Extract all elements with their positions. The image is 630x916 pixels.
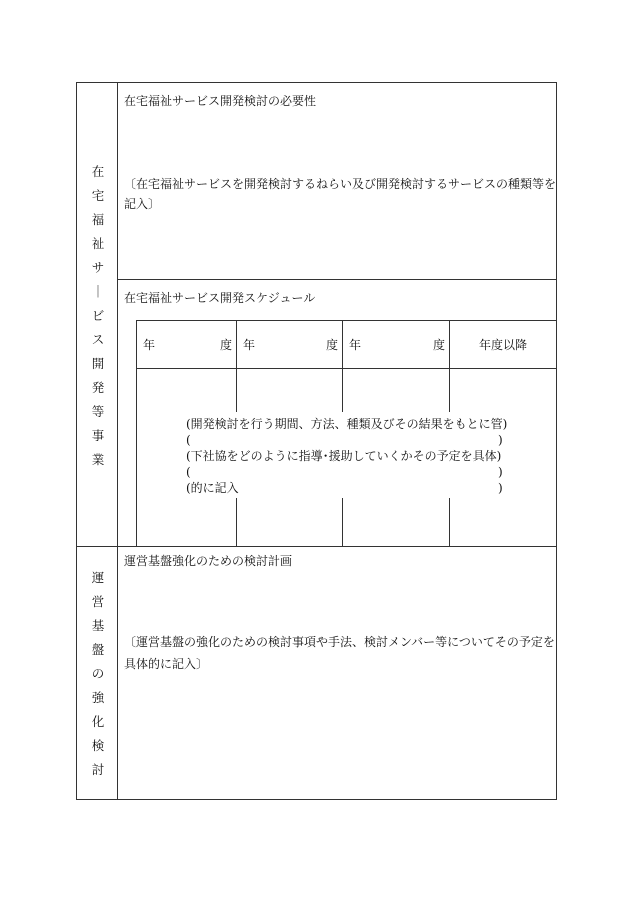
plan-title: 運営基盤強化のための検討計画 (124, 554, 293, 568)
label-char: 在 (91, 164, 105, 179)
schedule-col-divider (342, 498, 343, 546)
schedule-note-line: (開発検討を行う期間、方法、種類及びその結果をもとに管) (186, 417, 508, 431)
label-char: 化 (91, 714, 105, 729)
table-border-left (76, 82, 77, 800)
necessity-title: 在宅福祉サービス開発検討の必要性 (124, 94, 317, 108)
plan-note-cont: 具体的に記入〕 (124, 657, 209, 671)
schedule-header-year-3: 年 (349, 338, 362, 352)
schedule-header-degree-2: 度 (326, 338, 339, 352)
label-char: 盤 (91, 642, 105, 657)
schedule-col-divider (449, 498, 450, 546)
label-char: 事 (91, 428, 105, 443)
schedule-header-later: 年度以降 (478, 338, 527, 352)
necessity-note: 〔在宅福祉サービスを開発検討するねらい及び開発検討するサービスの種類等を (124, 177, 557, 191)
plan-note: 〔運営基盤の強化のための検討事項や手法、検討メンバー等についてその予定を (124, 635, 555, 649)
schedule-header-year-2: 年 (243, 338, 256, 352)
schedule-note-line: (下社協をどのように指導･援助していくかその予定を具体) (186, 449, 502, 463)
schedule-note-close: ) (498, 481, 503, 495)
label-char: 福 (91, 212, 105, 227)
schedule-header-divider (136, 368, 557, 369)
label-column-divider (117, 82, 118, 800)
schedule-col-divider (449, 320, 450, 412)
schedule-header-degree-3: 度 (433, 338, 446, 352)
label-char: 討 (91, 762, 105, 777)
schedule-header-year-1: 年 (143, 338, 156, 352)
table-border-bottom (76, 799, 557, 800)
schedule-table-top (136, 320, 557, 321)
schedule-note-line: ( (186, 433, 191, 447)
label-char: 等 (91, 404, 105, 419)
label-char: 強 (91, 690, 105, 705)
label-char: ビ (91, 308, 105, 323)
label-char: 祉 (91, 236, 105, 251)
schedule-note-line: (的に記入 (186, 481, 239, 495)
schedule-title: 在宅福祉サービス開発スケジュール (124, 291, 316, 305)
table-border-top (76, 82, 557, 83)
label-char: 宅 (91, 188, 105, 203)
label-char: 運 (91, 570, 105, 585)
label-char: ス (91, 332, 105, 347)
label-char: の (91, 666, 105, 681)
label-char: 業 (91, 452, 105, 467)
schedule-note-line: ( (186, 465, 191, 479)
label-char: 発 (91, 380, 105, 395)
schedule-col-divider (236, 320, 237, 412)
table-border-right (556, 82, 557, 800)
label-char: 営 (91, 594, 105, 609)
row-divider (117, 279, 557, 280)
necessity-note-cont: 記入〕 (124, 197, 161, 211)
section1-vertical-label (88, 160, 108, 472)
label-char: 開 (91, 356, 105, 371)
label-char: 検 (91, 738, 105, 753)
schedule-note-close: ) (498, 433, 503, 447)
schedule-note-close: ) (498, 465, 503, 479)
label-char: 基 (91, 618, 105, 633)
section-divider (76, 546, 557, 547)
section2-vertical-label (88, 566, 108, 782)
schedule-col-divider (236, 498, 237, 546)
label-char: サ (91, 260, 105, 275)
schedule-col-divider (342, 320, 343, 412)
schedule-header-degree-1: 度 (220, 338, 233, 352)
schedule-table-left (136, 320, 137, 546)
label-char: ｜ (91, 284, 105, 299)
